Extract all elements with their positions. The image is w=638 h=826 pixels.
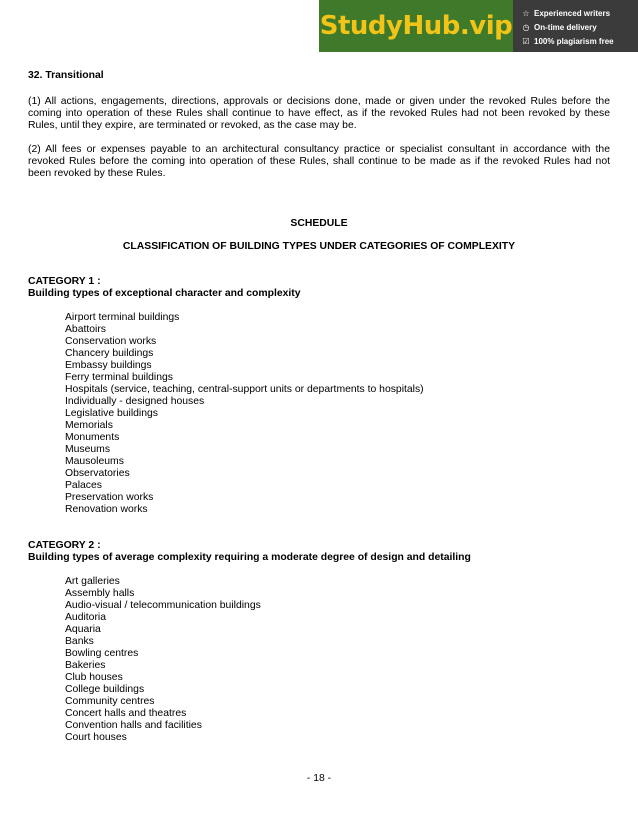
page-number: - 18 - bbox=[306, 773, 332, 784]
list-item: Audio-visual / telecommunication buildings bbox=[65, 600, 261, 611]
category-description: Building types of exceptional character and complexity bbox=[28, 288, 301, 299]
brand-logo[interactable] bbox=[319, 0, 513, 52]
list-item: Bowling centres bbox=[65, 648, 139, 659]
list-item: Museums bbox=[65, 444, 111, 455]
brand-name: StudyHub.vip bbox=[319, 11, 513, 41]
list-item: Memorials bbox=[65, 420, 113, 431]
paragraph: (2) All fees or expenses payable to an architectural consultancy practice or specialist consultant in accordance with the revoked Rules before the coming into operation of these Rules, shall continue to be made as if the revoked Rules had not been revoked by these Rules. bbox=[28, 144, 610, 179]
schedule-heading: SCHEDULE bbox=[290, 218, 348, 229]
document-body bbox=[28, 70, 610, 768]
list-item: Hospitals (service, teaching, central-support units or departments to hospitals) bbox=[65, 384, 424, 395]
list-item: Preservation works bbox=[65, 492, 154, 503]
list-item: Embassy buildings bbox=[65, 360, 152, 371]
schedule-subheading: CLASSIFICATION OF BUILDING TYPES UNDER CATEGORIES OF COMPLEXITY bbox=[122, 241, 516, 252]
list-item: Assembly halls bbox=[65, 588, 135, 599]
paragraph: (1) All actions, engagements, directions, approvals or decisions done, made or given under the revoked Rules before the coming into operation of these Rules shall continue to have effect, as if the revoked Rules had not been revoked by these Rules, until they expire, are terminated or revoked, as the case may be. bbox=[28, 96, 610, 131]
section-title: 32. Transitional bbox=[28, 70, 104, 81]
list-item: Concert halls and theatres bbox=[65, 708, 187, 719]
check-icon: ☑ bbox=[522, 37, 530, 46]
list-item: Monuments bbox=[65, 432, 120, 443]
star-icon: ☆ bbox=[522, 9, 530, 18]
building-type-list bbox=[28, 312, 610, 516]
category-description: Building types of average complexity requiring a moderate degree of design and detailing bbox=[28, 552, 471, 563]
category-heading: CATEGORY 2 : bbox=[28, 540, 101, 551]
list-item: Convention halls and facilities bbox=[65, 720, 202, 731]
list-item: Conservation works bbox=[65, 336, 157, 347]
feature-item bbox=[521, 21, 638, 34]
category-heading: CATEGORY 1 : bbox=[28, 276, 101, 287]
list-item: Palaces bbox=[65, 480, 102, 491]
list-item: Court houses bbox=[65, 732, 127, 743]
list-item: Legislative buildings bbox=[65, 408, 158, 419]
list-item: Chancery buildings bbox=[65, 348, 154, 359]
list-item: Observatories bbox=[65, 468, 130, 479]
list-item: Ferry terminal buildings bbox=[65, 372, 173, 383]
list-item: Bakeries bbox=[65, 660, 106, 671]
studyhub-banner[interactable] bbox=[319, 0, 638, 52]
clock-icon: ◷ bbox=[522, 23, 530, 32]
feature-label: 100% plagiarism free bbox=[534, 37, 614, 46]
list-item: Community centres bbox=[65, 696, 155, 707]
list-item: Airport terminal buildings bbox=[65, 312, 180, 323]
list-item: Individually - designed houses bbox=[65, 396, 205, 407]
list-item: Aquaria bbox=[65, 624, 101, 635]
feature-item bbox=[521, 35, 638, 48]
list-item: Club houses bbox=[65, 672, 123, 683]
list-item: Auditoria bbox=[65, 612, 107, 623]
list-item: Renovation works bbox=[65, 504, 148, 515]
building-type-list bbox=[28, 576, 610, 744]
list-item: College buildings bbox=[65, 684, 145, 695]
feature-label: On-time delivery bbox=[534, 23, 597, 32]
feature-list bbox=[513, 0, 638, 52]
list-item: Mausoleums bbox=[65, 456, 124, 467]
list-item: Abattoirs bbox=[65, 324, 107, 335]
feature-label: Experienced writers bbox=[534, 9, 611, 18]
list-item: Art galleries bbox=[65, 576, 120, 587]
list-item: Banks bbox=[65, 636, 94, 647]
feature-item bbox=[521, 7, 638, 20]
